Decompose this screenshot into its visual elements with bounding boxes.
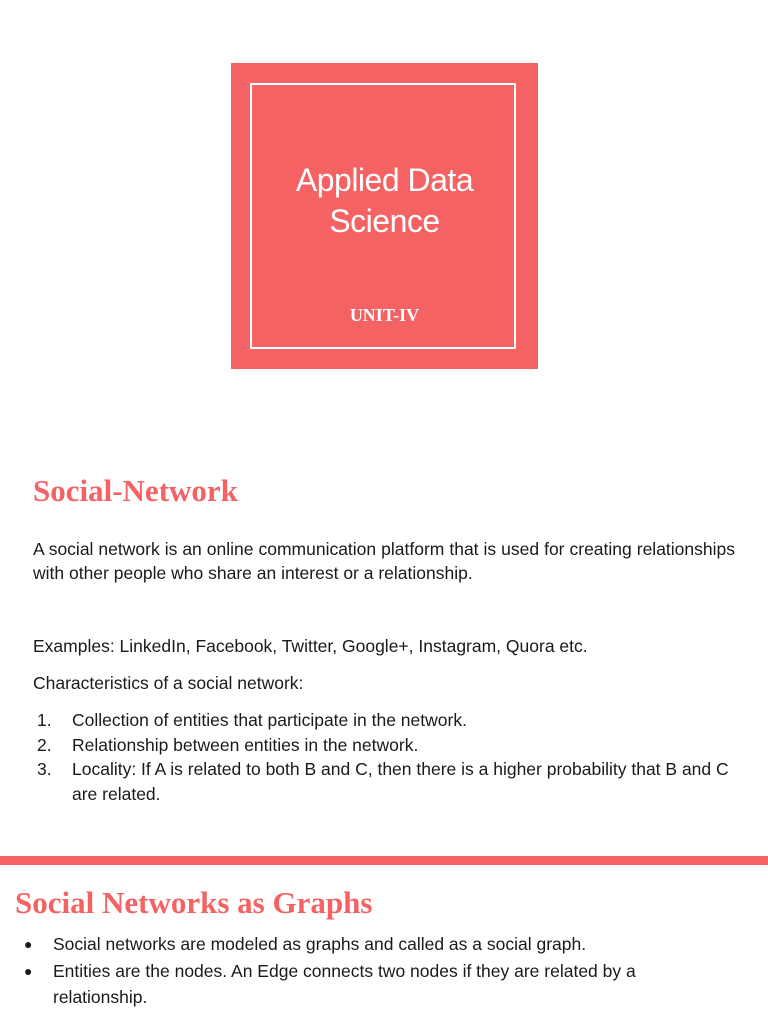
list-item-number: 3. — [37, 759, 52, 779]
section-heading-social-networks-as-graphs: Social Networks as Graphs — [15, 885, 373, 920]
list-item-text: Relationship between entities in the network. — [72, 734, 419, 755]
cover-block — [231, 63, 538, 369]
intro-paragraph: A social network is an online communication platform that is used for creating relationships with other people who share an interest or a relationship. — [33, 539, 735, 583]
list-item-number: 1. — [37, 710, 52, 730]
cover-title-line-1: Applied Data — [295, 162, 474, 198]
list-item-text: Entities are the nodes. An Edge connects two nodes if they are related by a relationship. — [53, 960, 636, 1007]
bullet-icon: ● — [24, 962, 33, 979]
list-item — [15, 958, 705, 1011]
list-item-text: Social networks are modeled as graphs and called as a social graph. — [53, 934, 587, 954]
list-item — [33, 757, 735, 806]
list-item — [15, 931, 705, 958]
list-item-text: Locality: If A is related to both B and C, then there is a higher probability that B and C are related. — [72, 759, 729, 804]
characteristics-list — [33, 708, 735, 806]
list-item — [33, 733, 735, 758]
cover-title-line-2: Science — [329, 203, 440, 239]
cover-subtitle: UNIT-IV — [349, 305, 420, 325]
list-item-text: Collection of entities that participate in the network. — [72, 710, 467, 730]
cover-title — [231, 160, 538, 242]
graphs-bullet-list — [15, 931, 705, 1011]
section-divider — [0, 856, 768, 865]
characteristics-label: Characteristics of a social network: — [33, 673, 304, 693]
list-item — [33, 708, 735, 733]
bullet-icon: ● — [24, 936, 33, 952]
examples-paragraph: Examples: LinkedIn, Facebook, Twitter, Google+, Instagram, Quora etc. — [33, 636, 588, 656]
section-heading-social-network: Social-Network — [33, 473, 238, 508]
list-item-number: 2. — [37, 734, 52, 755]
